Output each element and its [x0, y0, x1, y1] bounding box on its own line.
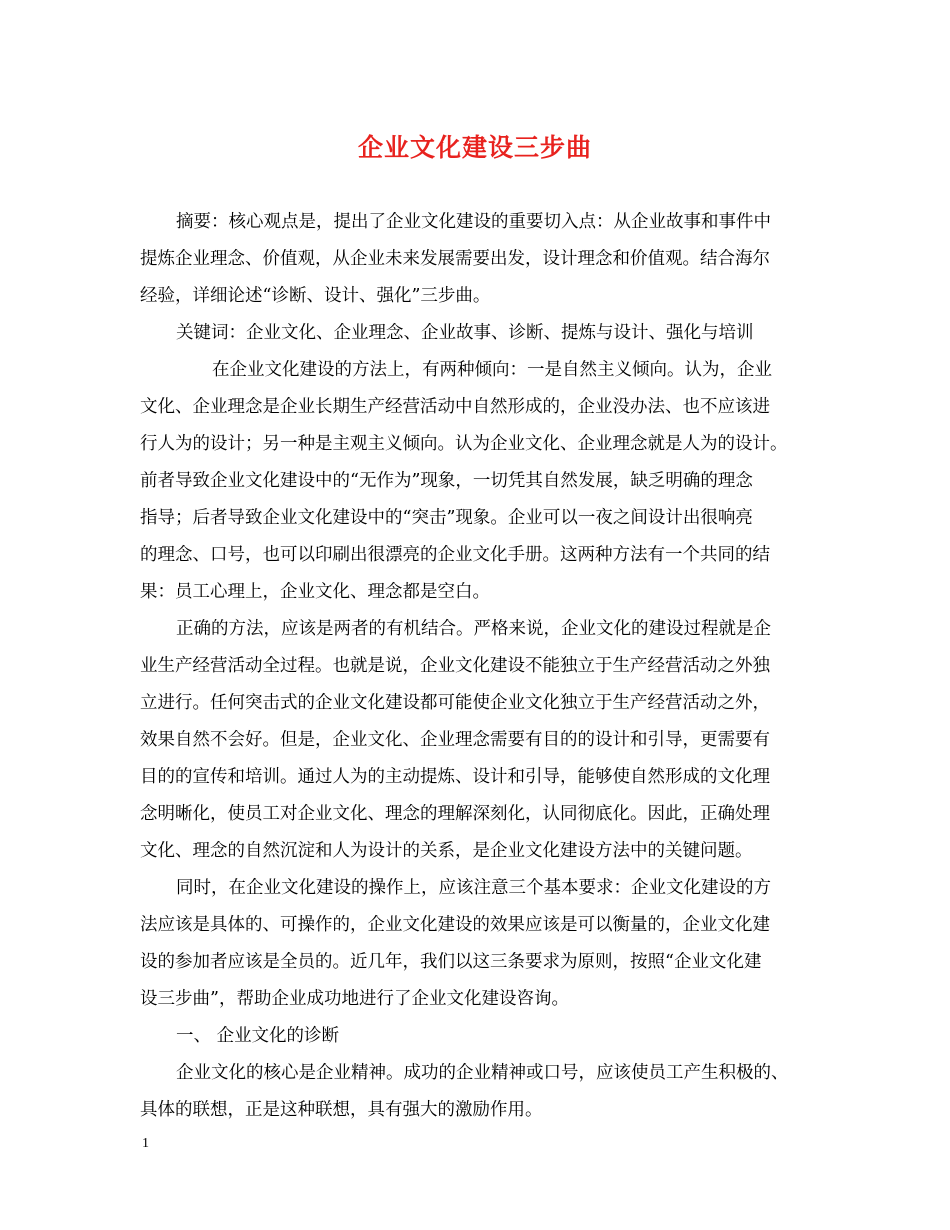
paragraph-line: 在企业文化建设的方法上，有两种倾向：一是自然主义倾向。认为，企业: [212, 360, 772, 380]
paragraph-line: 指导；后者导致企业文化建设中的“突击”现象。企业可以一夜之间设计出很响亮: [140, 508, 753, 528]
paragraph-line: 设的参加者应该是全员的。近几年，我们以这三条要求为原则，按照“企业文化建: [140, 952, 762, 972]
paragraph-line: 立进行。任何突击式的企业文化建设都可能使企业文化独立于生产经营活动之外，: [140, 693, 770, 713]
paragraph-line: 念明晰化，使员工对企业文化、理念的理解深刻化，认同彻底化。因此，正确处理: [140, 804, 770, 824]
document-body: [140, 204, 812, 1129]
paragraph-line: 文化、企业理念是企业长期生产经营活动中自然形成的，企业没办法、也不应该进: [140, 397, 770, 417]
document-title: 企业文化建设三步曲: [357, 133, 592, 162]
paragraph-line: 企业文化的核心是企业精神。成功的企业精神或口号，应该使员工产生积极的、: [176, 1063, 789, 1083]
paragraph-line: 设三步曲”，帮助企业成功地进行了企业文化建设咨询。: [140, 989, 569, 1009]
section-heading: 一、 企业文化的诊断: [176, 1026, 340, 1046]
paragraph-line: 法应该是具体的、可操作的，企业文化建设的效果应该是可以衡量的，企业文化建: [140, 915, 770, 935]
paragraph-line: 行人为的设计；另一种是主观主义倾向。认为企业文化、企业理念就是人为的设计。: [140, 434, 788, 454]
paragraph-line: 业生产经营活动全过程。也就是说，企业文化建设不能独立于生产经营活动之外独: [140, 656, 770, 676]
paragraph-line: 果：员工心理上，企业文化、理念都是空白。: [140, 582, 490, 602]
paragraph-line: 效果自然不会好。但是，企业文化、企业理念需要有目的的设计和引导，更需要有: [140, 730, 770, 750]
paragraph-line: 目的的宣传和培训。通过人为的主动提炼、设计和引导，能够使自然形成的文化理: [140, 767, 770, 787]
paragraph-line: 文化、理念的自然沉淀和人为设计的关系，是企业文化建设方法中的关键问题。: [140, 841, 753, 861]
paragraph-line: 前者导致企业文化建设中的“无作为”现象，一切凭其自然发展，缺乏明确的理念: [140, 471, 753, 491]
abstract-line: 提炼企业理念、价值观，从企业未来发展需要出发，设计理念和价值观。结合海尔: [140, 249, 770, 269]
keywords-line: 关键词：企业文化、企业理念、企业故事、诊断、提炼与设计、强化与培训: [176, 323, 754, 343]
page-number: 1: [142, 1136, 149, 1151]
abstract-line: 经验，详细论述“诊断、设计、强化”三步曲。: [140, 286, 491, 306]
paragraph-line: 的理念、口号，也可以印刷出很漂亮的企业文化手册。这两种方法有一个共同的结: [140, 545, 770, 565]
paragraph-line: 具体的联想，正是这种联想，具有强大的激励作用。: [140, 1100, 543, 1120]
paragraph-line: 同时，在企业文化建设的操作上，应该注意三个基本要求：企业文化建设的方: [176, 878, 771, 898]
paragraph-line: 正确的方法，应该是两者的有机结合。严格来说，企业文化的建设过程就是企: [176, 619, 771, 639]
abstract-line: 摘要：核心观点是，提出了企业文化建设的重要切入点：从企业故事和事件中: [176, 212, 771, 232]
